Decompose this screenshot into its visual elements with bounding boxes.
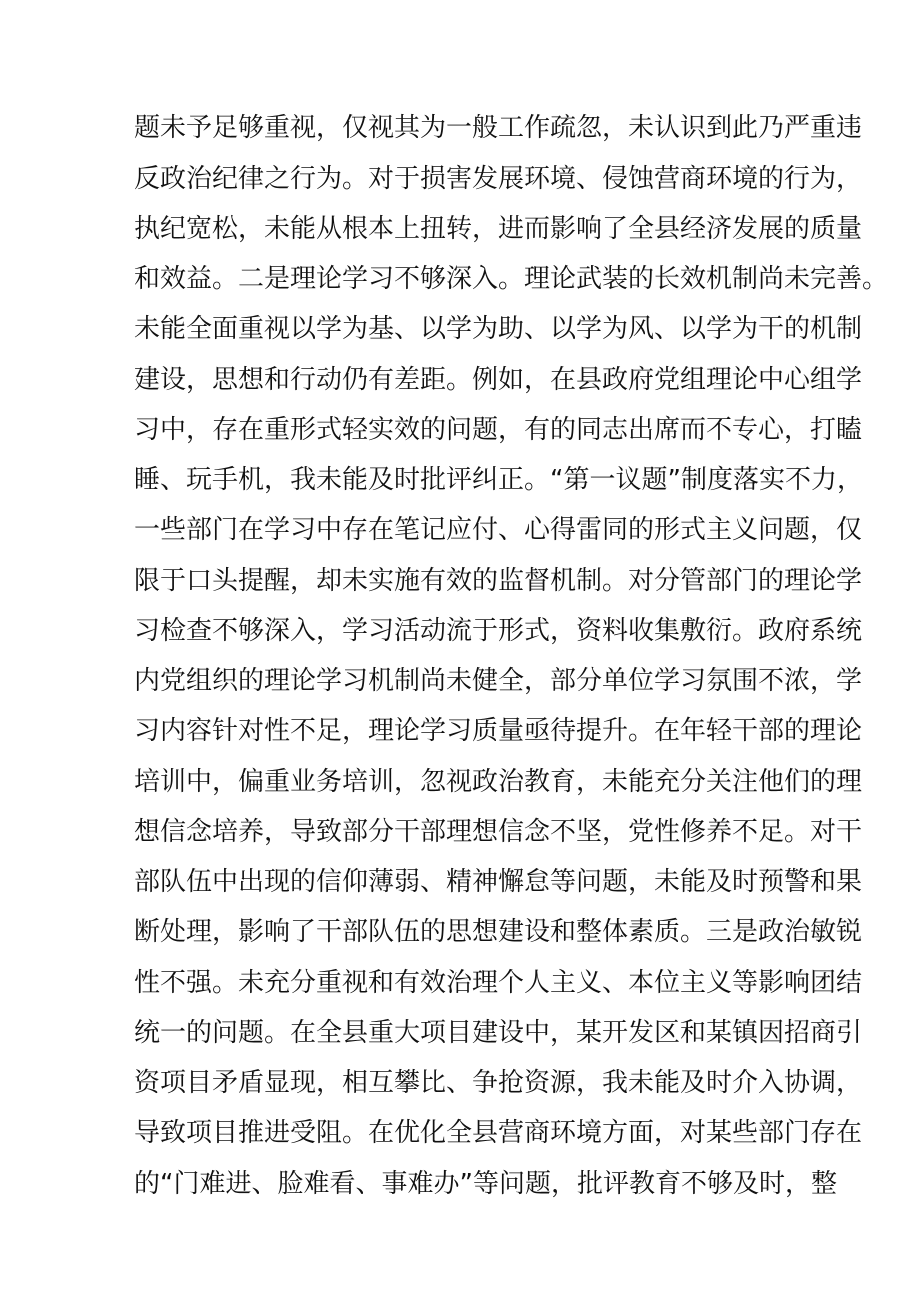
text-line: 培训中，偏重业务培训，忽视政治教育，未能充分关注他们的理 bbox=[134, 767, 863, 797]
text-line: 习中，存在重形式轻实效的问题，有的同志出席而不专心，打瞌 bbox=[134, 415, 863, 445]
text-line: 统一的问题。在全县重大项目建设中，某开发区和某镇因招商引 bbox=[134, 1018, 863, 1048]
text-line: 未能全面重视以学为基、以学为助、以学为风、以学为干的机制 bbox=[134, 314, 863, 344]
text-line: 资项目矛盾显现，相互攀比、争抢资源，我未能及时介入协调， bbox=[134, 1068, 863, 1098]
text-line: 反政治纪律之行为。对于损害发展环境、侵蚀营商环境的行为， bbox=[134, 164, 863, 194]
text-line: 建设，思想和行动仍有差距。例如，在县政府党组理论中心组学 bbox=[134, 365, 863, 395]
text-line: 的“门难进、脸难看、事难办”等问题，批评教育不够及时，整 bbox=[134, 1169, 837, 1199]
text-line: 部队伍中出现的信仰薄弱、精神懈怠等问题，未能及时预警和果 bbox=[134, 867, 863, 897]
text-line: 导致项目推进受阻。在优化全县营商环境方面，对某些部门存在 bbox=[134, 1118, 863, 1148]
text-line: 想信念培养，导致部分干部理想信念不坚，党性修养不足。对干 bbox=[134, 817, 863, 847]
text-line: 限于口头提醒，却未实施有效的监督机制。对分管部门的理论学 bbox=[134, 566, 863, 596]
text-line: 和效益。二是理论学习不够深入。理论武装的长效机制尚未完善。 bbox=[134, 264, 889, 294]
text-line: 习检查不够深入，学习活动流于形式，资料收集敷衍。政府系统 bbox=[134, 616, 863, 646]
text-line: 题未予足够重视，仅视其为一般工作疏忽，未认识到此乃严重违 bbox=[134, 113, 863, 143]
text-line: 性不强。未充分重视和有效治理个人主义、本位主义等影响团结 bbox=[134, 968, 863, 998]
text-line: 断处理，影响了干部队伍的思想建设和整体素质。三是政治敏锐 bbox=[134, 917, 863, 947]
text-line: 一些部门在学习中存在笔记应付、心得雷同的形式主义问题，仅 bbox=[134, 515, 863, 545]
text-line: 习内容针对性不足，理论学习质量亟待提升。在年轻干部的理论 bbox=[134, 716, 863, 746]
text-line: 睡、玩手机，我未能及时批评纠正。“第一议题”制度落实不力， bbox=[134, 465, 863, 495]
text-line: 执纪宽松，未能从根本上扭转，进而影响了全县经济发展的质量 bbox=[134, 214, 863, 244]
text-line: 内党组织的理论学习机制尚未健全，部分单位学习氛围不浓，学 bbox=[134, 666, 863, 696]
